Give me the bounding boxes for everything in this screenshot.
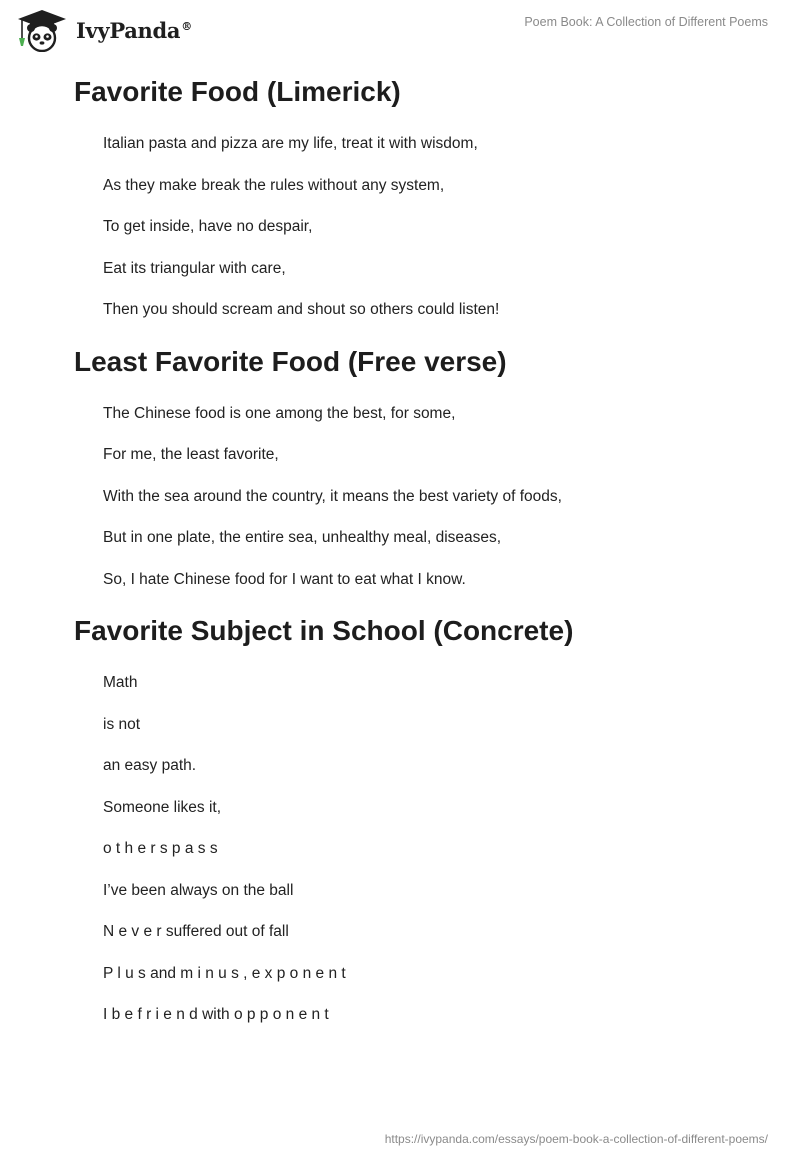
registered-mark: ® xyxy=(181,19,192,33)
poem-line: N e v e r suffered out of fall xyxy=(103,923,289,940)
section-heading: Favorite Food (Limerick) xyxy=(74,76,401,107)
poem-section-limerick xyxy=(74,72,764,320)
poem-section-concrete xyxy=(74,611,764,1025)
section-heading: Least Favorite Food (Free verse) xyxy=(74,345,507,377)
page-header xyxy=(0,0,800,60)
poem-line: P l u s and m i n u s , e x p o n e n t xyxy=(103,964,346,982)
document-title: Poem Book: A Collection of Different Poems xyxy=(524,15,768,29)
poem-line: To get inside, have no despair, xyxy=(103,218,313,235)
poem-line: With the sea around the country, it means the best variety of foods, xyxy=(103,487,562,505)
document-body xyxy=(74,72,764,1047)
poem-lines xyxy=(103,673,764,1025)
source-url[interactable]: https://ivypanda.com/essays/poem-book-a-collection-of-different-poems/ xyxy=(384,1132,768,1146)
poem-lines xyxy=(103,404,764,590)
poem-line: I b e f r i e n d with o p p o n e n t xyxy=(103,1006,329,1023)
poem-line: Italian pasta and pizza are my life, treat it with wisdom, xyxy=(103,135,478,152)
poem-line: I’ve been always on the ball xyxy=(103,881,294,899)
poem-line: is not xyxy=(103,715,141,733)
panda-graduate-icon xyxy=(14,8,70,52)
poem-line: Eat its triangular with care, xyxy=(103,259,286,277)
poem-lines xyxy=(103,134,764,320)
poem-line: Then you should scream and shout so others could listen! xyxy=(103,301,500,318)
poem-line: o t h e r s p a s s xyxy=(103,840,218,857)
section-heading: Favorite Subject in School (Concrete) xyxy=(74,615,574,646)
ivypanda-logo[interactable] xyxy=(14,8,192,52)
brand-name: IvyPanda® xyxy=(76,17,192,43)
poem-line: For me, the least favorite, xyxy=(103,446,279,463)
poem-line: As they make break the rules without any system, xyxy=(103,176,445,194)
poem-line: Math xyxy=(103,674,138,691)
poem-line: an easy path. xyxy=(103,757,197,774)
poem-line: But in one plate, the entire sea, unhealthy meal, diseases, xyxy=(103,529,502,546)
poem-line: The Chinese food is one among the best, for some, xyxy=(103,404,456,422)
poem-line: So, I hate Chinese food for I want to eat what I know. xyxy=(103,570,466,588)
poem-section-free-verse xyxy=(74,342,764,590)
poem-line: Someone likes it, xyxy=(103,798,222,816)
